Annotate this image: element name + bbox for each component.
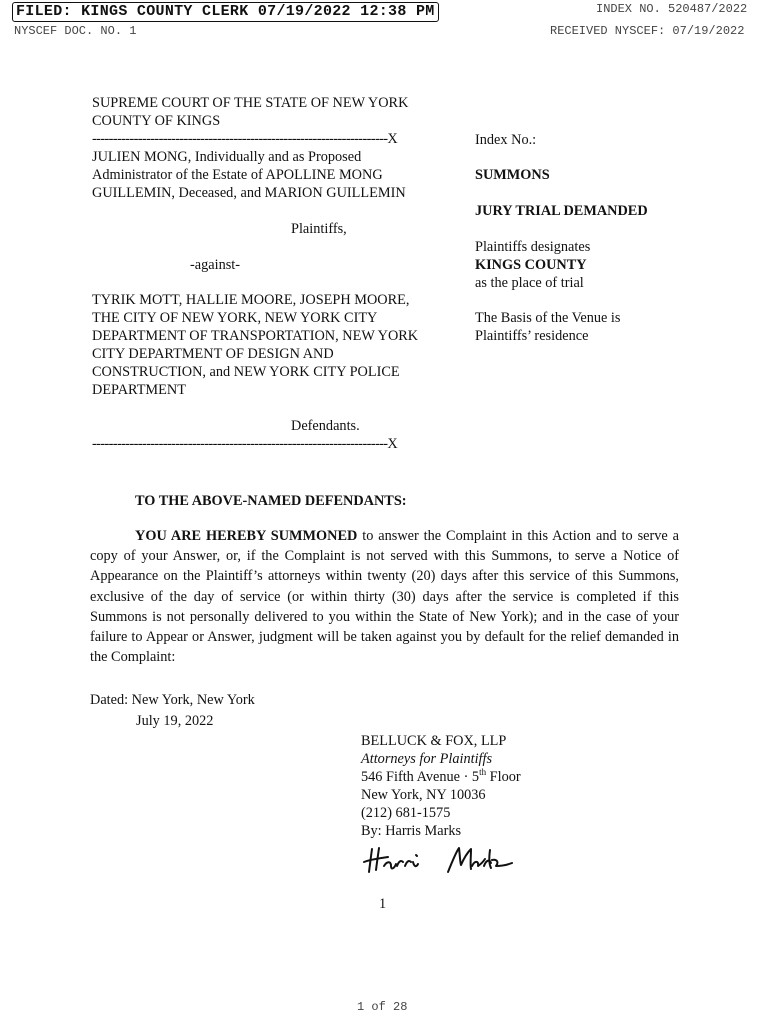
index-no-label: Index No.: bbox=[475, 132, 537, 148]
firm-phone: (212) 681-1575 bbox=[361, 805, 451, 821]
dated-location: Dated: New York, New York bbox=[90, 692, 255, 708]
summons-text: to answer the Complaint in this Action and to serve a copy of your Answer, or, if the Complaint is not served with this Summons, to serve a Notice of Appearance on the Plaintiff’s attorneys within twenty (20) days after this service of this Summons, exclusive of the day of service (or within thirty (30) days after the service is completed if this Summons is not personally delivered to you within the State of New York); and in the case of your failure to Appear or Answer, judgment will be taken against you by default for the relief demanded in the Complaint: bbox=[90, 528, 679, 666]
page-number: 1 bbox=[379, 896, 387, 912]
trial-county: KINGS COUNTY bbox=[475, 257, 587, 273]
handwritten-signature bbox=[360, 842, 520, 882]
court-county: COUNTY OF KINGS bbox=[92, 113, 221, 129]
defendant-line: CITY DEPARTMENT OF DESIGN AND bbox=[92, 346, 334, 362]
against-label: -against- bbox=[190, 257, 241, 273]
plaintiff-line: JULIEN MONG, Individually and as Proposed bbox=[92, 149, 362, 165]
defendant-line: THE CITY OF NEW YORK, NEW YORK CITY bbox=[92, 310, 378, 326]
firm-city: New York, NY 10036 bbox=[361, 787, 486, 803]
defendant-line: CONSTRUCTION, and NEW YORK CITY POLICE bbox=[92, 364, 400, 380]
venue-basis-line: The Basis of the Venue is bbox=[475, 310, 621, 326]
dated-date: July 19, 2022 bbox=[136, 713, 214, 729]
filed-stamp: FILED: KINGS COUNTY CLERK 07/19/2022 12:38 PM bbox=[12, 2, 439, 22]
nyscef-doc-number: NYSCEF DOC. NO. 1 bbox=[14, 24, 137, 38]
plaintiffs-label: Plaintiffs, bbox=[291, 221, 347, 237]
plaintiff-line: Administrator of the Estate of APOLLINE MONG bbox=[92, 167, 383, 183]
caption-divider-bottom: -----------------------------------------------------------------------X bbox=[92, 436, 398, 452]
caption-divider-top: -----------------------------------------------------------------------X bbox=[92, 131, 398, 147]
received-date: RECEIVED NYSCEF: 07/19/2022 bbox=[550, 24, 745, 38]
defendant-line: TYRIK MOTT, HALLIE MOORE, JOSEPH MOORE, bbox=[92, 292, 410, 308]
summoned-phrase: YOU ARE HEREBY SUMMONED bbox=[135, 528, 358, 544]
jury-trial-demanded: JURY TRIAL DEMANDED bbox=[475, 203, 648, 219]
designates-text: Plaintiffs designates bbox=[475, 239, 591, 255]
summons-paragraph bbox=[90, 526, 679, 667]
attorneys-for: Attorneys for Plaintiffs bbox=[361, 751, 493, 767]
place-of-trial-text: as the place of trial bbox=[475, 275, 584, 291]
summons-title: SUMMONS bbox=[475, 167, 550, 183]
defendant-line: DEPARTMENT OF TRANSPORTATION, NEW YORK bbox=[92, 328, 419, 344]
page-footer: 1 of 28 bbox=[357, 1000, 408, 1014]
firm-name: BELLUCK & FOX, LLP bbox=[361, 733, 507, 749]
plaintiff-line: GUILLEMIN, Deceased, and MARION GUILLEMIN bbox=[92, 185, 406, 201]
venue-basis-line: Plaintiffs’ residence bbox=[475, 328, 589, 344]
defendants-label: Defendants. bbox=[291, 418, 360, 434]
signed-by: By: Harris Marks bbox=[361, 823, 462, 839]
to-defendants-heading: TO THE ABOVE-NAMED DEFENDANTS: bbox=[135, 493, 407, 509]
firm-address: 546 Fifth Avenue · 5th Floor bbox=[361, 767, 521, 785]
index-number: INDEX NO. 520487/2022 bbox=[596, 2, 748, 16]
court-name: SUPREME COURT OF THE STATE OF NEW YORK bbox=[92, 95, 409, 111]
defendant-line: DEPARTMENT bbox=[92, 382, 186, 398]
